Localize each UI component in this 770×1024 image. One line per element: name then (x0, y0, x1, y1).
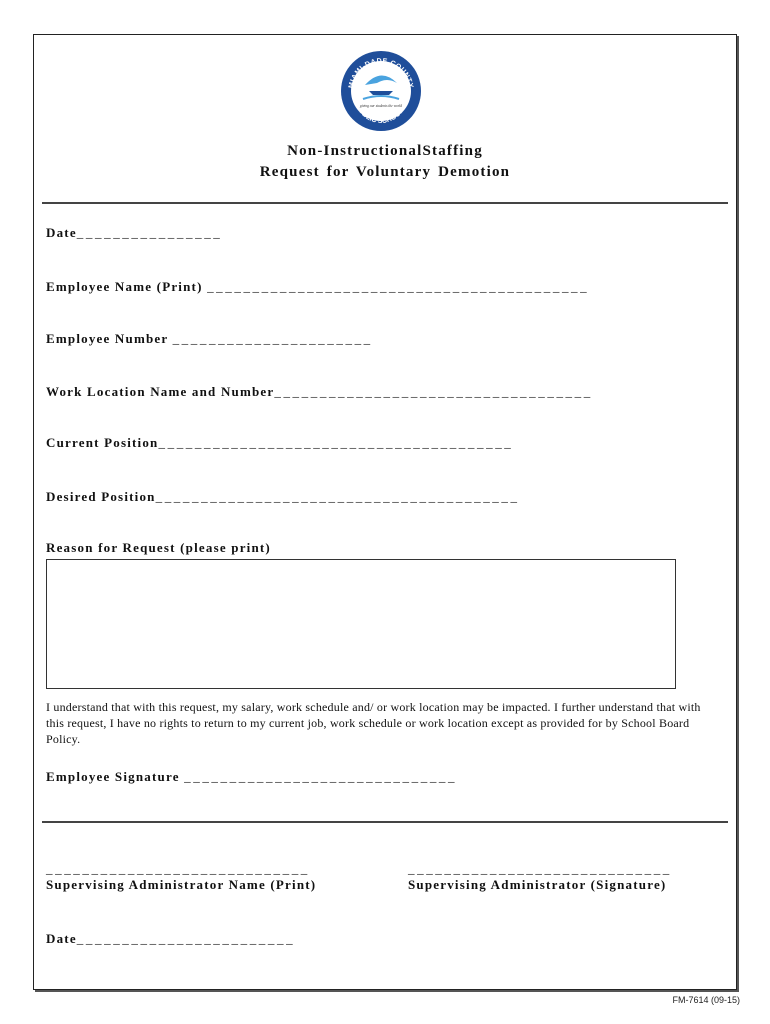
signature-divider (42, 821, 728, 823)
admin-date-label: Date (46, 931, 77, 946)
admin-signature-blank[interactable]: _____________________________ (408, 861, 672, 876)
employee-number-field[interactable] (46, 331, 373, 347)
date-label: Date (46, 225, 77, 240)
logo-tagline: giving our students the world (359, 104, 403, 108)
reason-label: Reason for Request (please print) (46, 540, 271, 555)
admin-date-field[interactable] (46, 931, 295, 947)
employee-signature-field[interactable] (46, 769, 457, 785)
current-position-field[interactable] (46, 435, 513, 451)
admin-date-blank[interactable]: ________________________ (76, 931, 296, 946)
desired-position-blank[interactable]: ________________________________________ (155, 489, 520, 504)
current-position-blank[interactable]: _______________________________________ (158, 435, 514, 450)
date-field[interactable] (46, 225, 222, 241)
header-divider (42, 202, 728, 204)
employee-name-label: Employee Name (Print) (46, 279, 208, 294)
desired-position-field[interactable] (46, 489, 520, 505)
admin-name-label: Supervising Administrator Name (Print) (46, 877, 317, 892)
logo-bottom-text: PUBLIC SCHOOLS (354, 103, 408, 126)
school-district-seal-logo (339, 49, 423, 133)
acknowledgement-statement: I understand that with this request, my salary, work schedule and/ or work location may be impacted. I further understand that with this request, I have no rights to return to my current job, work schedule or work location except as provided for by School Board Policy. (46, 700, 701, 746)
employee-signature-label: Employee Signature (46, 769, 185, 784)
employee-name-blank[interactable]: __________________________________________ (207, 279, 590, 294)
work-location-label: Work Location Name and Number (46, 384, 275, 399)
work-location-field[interactable] (46, 384, 593, 400)
current-position-label: Current Position (46, 435, 159, 450)
form-page (33, 34, 737, 990)
employee-signature-blank[interactable]: ______________________________ (184, 769, 458, 784)
form-title-line2: Request for Voluntary Demotion (259, 164, 511, 180)
admin-signature-label: Supervising Administrator (Signature) (408, 877, 667, 892)
employee-number-label: Employee Number (46, 331, 173, 346)
desired-position-label: Desired Position (46, 489, 156, 504)
admin-name-blank[interactable]: _____________________________ (46, 861, 310, 876)
work-location-blank[interactable]: ___________________________________ (274, 384, 593, 399)
form-number: FM-7614 (09-15) (672, 995, 740, 1005)
date-blank[interactable]: ________________ (76, 225, 223, 240)
form-title-line1: Non-InstructionalStaffing (287, 143, 483, 159)
logo-top-text: MIAMI-DADE COUNTY (348, 57, 414, 89)
employee-number-blank[interactable]: ______________________ (172, 331, 373, 346)
reason-textarea[interactable] (46, 559, 676, 689)
employee-name-field[interactable] (46, 279, 589, 295)
